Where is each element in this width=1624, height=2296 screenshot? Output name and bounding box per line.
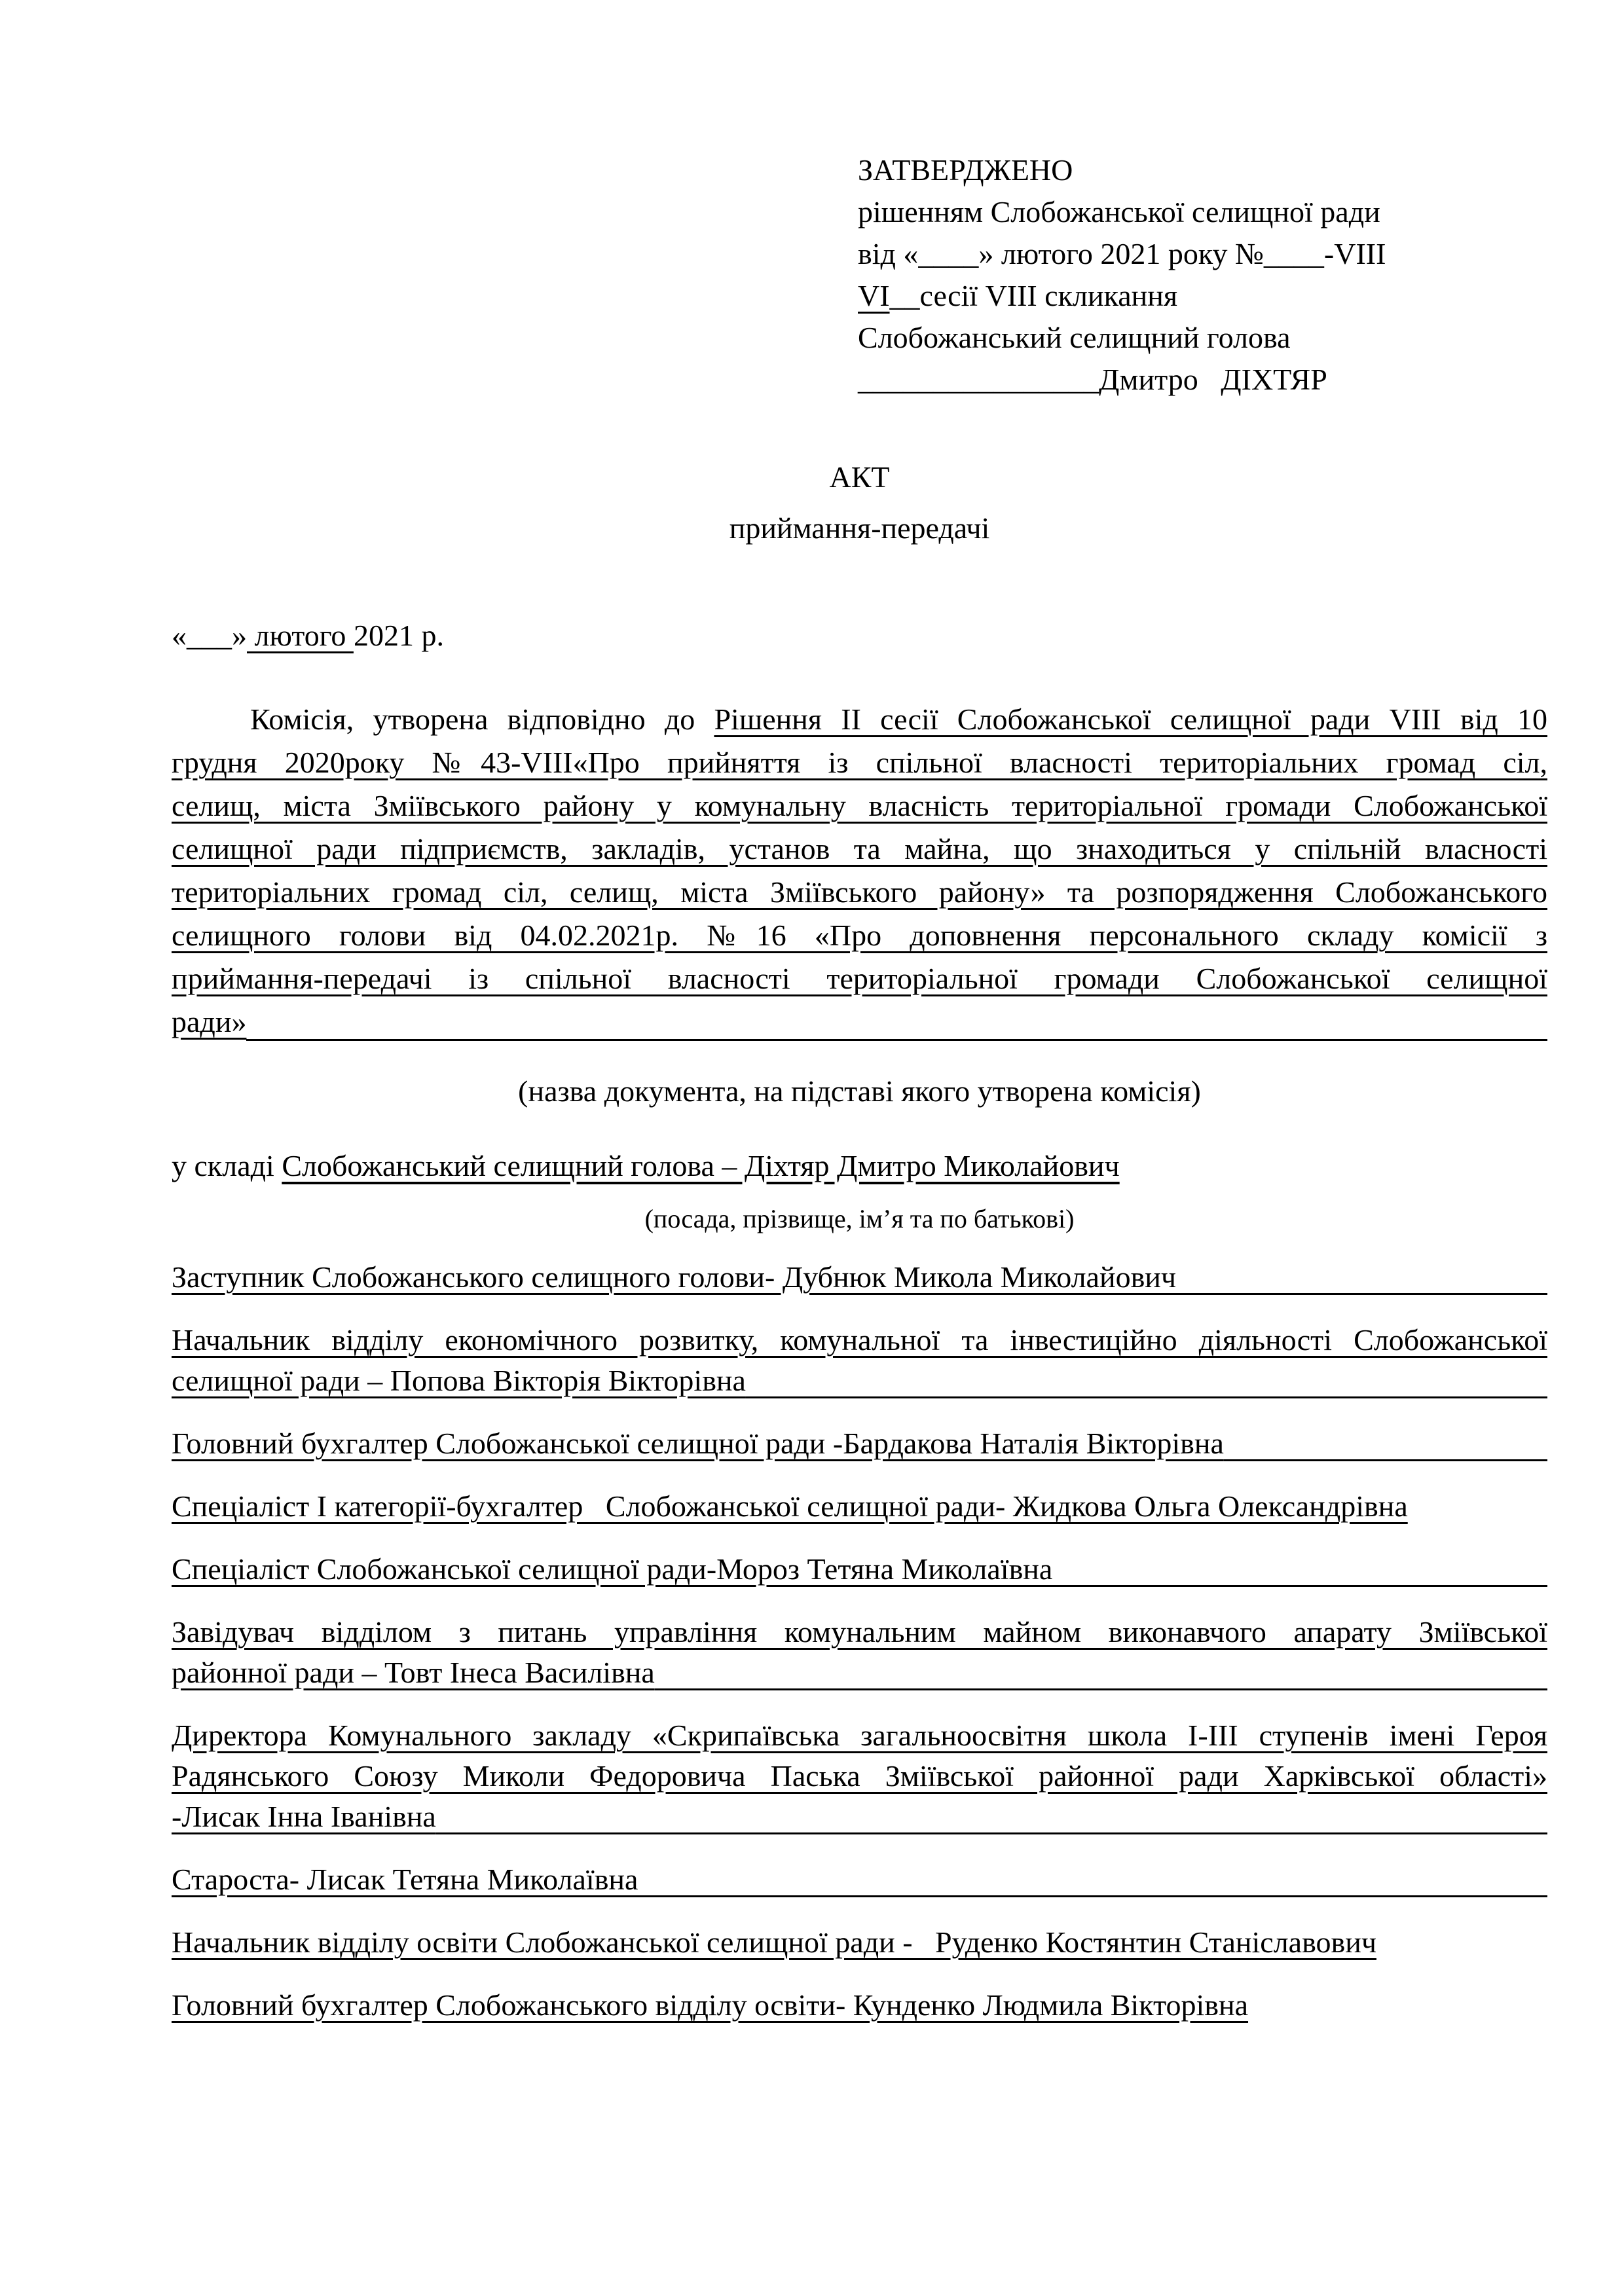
session-number: VI (858, 279, 890, 312)
member-text: -Лисак Інна Іванівна (172, 1800, 436, 1833)
member-text: Радянського Союзу Миколи Федоровича Паська Зміївської районної ради Харківської області» (172, 1759, 1547, 1793)
blank-underline (1176, 1293, 1547, 1295)
paragraph-plain-text: Комісія, утворена відповідно до (250, 702, 714, 736)
commission-paragraph (172, 698, 1547, 1044)
member-text: селищної ради – Попова Вікторія Вікторівна (172, 1364, 746, 1397)
paragraph-line (172, 957, 1547, 1000)
member-text: Начальник відділу економічного розвитку, комунальної та інвестиційно діяльності Слобожанської (172, 1323, 1547, 1357)
date-line (172, 614, 1547, 657)
approval-label: ЗАТВЕРДЖЕНО (858, 153, 1073, 187)
member-text: Спеціаліст I категорії-бухгалтер Слобожанської селищної ради- Жидкова Ольга Олександрівна (172, 1489, 1408, 1523)
approval-signature-line (858, 359, 1547, 401)
member-text: Директора Комунального закладу «Скрипаївська загальноосвітня школа I-III ступенів імені Героя (172, 1719, 1547, 1752)
blank-underline (246, 1039, 1547, 1041)
member-item (172, 1715, 1547, 1837)
date-month: лютого (247, 619, 354, 652)
member-line (172, 1486, 1547, 1527)
date-blank: «___» (172, 619, 247, 652)
paragraph-underlined-text: Рішення II сесії Слобожанської селищної ради VIII від 10 (714, 702, 1548, 736)
member-line (172, 1612, 1547, 1652)
member-line (172, 1652, 1547, 1693)
blank-underline (655, 1688, 1547, 1690)
document-title (172, 452, 1547, 554)
paragraph-line (172, 741, 1547, 784)
member-item (172, 1612, 1547, 1693)
approval-authority: рішенням Слобожанської селищної ради (858, 195, 1380, 228)
date-year: 2021 р. (353, 619, 444, 652)
paragraph-line (172, 828, 1547, 871)
signature-blank: ________________ (858, 363, 1099, 396)
member-text: Заступник Слобожанського селищного голови- Дубнюк Микола Миколайович (172, 1260, 1177, 1294)
approval-date-number: від «____» лютого 2021 року №____-VIII (858, 237, 1386, 270)
member-text: Головний бухгалтер Слобожанського відділу освіти- Кунденко Людмила Вікторівна (172, 1988, 1249, 2022)
paragraph-line (172, 914, 1547, 957)
member-line (172, 1756, 1547, 1796)
member-item (172, 1320, 1547, 1401)
paragraph-line (172, 698, 1547, 741)
member-line (172, 1859, 1547, 1900)
paragraph-underlined-text: ради» (172, 1005, 247, 1038)
composition-prefix: у складі (172, 1149, 282, 1182)
title-line-subject: приймання-передачі (729, 511, 990, 545)
member-line (172, 1423, 1547, 1464)
paragraph-underlined-text: територіальних громад сіл, селищ, міста Зміївського району» та розпорядження Слобожанського (172, 875, 1547, 909)
approval-stamp (858, 149, 1547, 401)
paragraph-underlined-text: селищ, міста Зміївського району у комунальну власність територіальної громади Слобожанської (172, 789, 1547, 822)
blank-underline (436, 1832, 1547, 1834)
paragraph-line (172, 871, 1547, 914)
blank-underline (746, 1396, 1547, 1398)
session-rest: __сесії VIII скликання (889, 279, 1178, 312)
signer-name: Дмитро ДІХТЯР (1099, 363, 1327, 396)
blank-underline (1052, 1585, 1547, 1587)
member-text: Начальник відділу освіти Слобожанської селищної ради - Руденко Костянтин Станіславович (172, 1925, 1376, 1959)
composition-head-member: Слобожанський селищний голова – Діхтяр Дмитро Миколайович (282, 1149, 1120, 1182)
paragraph-line (172, 784, 1547, 828)
member-text: Спеціаліст Слобожанської селищної ради-Мороз Тетяна Миколаївна (172, 1552, 1053, 1586)
member-text: районної ради – Товт Інеса Василівна (172, 1656, 655, 1689)
paragraph-underlined-text: приймання-передачі із спільної власності територіальної громади Слобожанської селищної (172, 962, 1547, 995)
paragraph-underlined-text: селищного голови від 04.02.2021р. №16 «Про доповнення персонального складу комісії з (172, 919, 1547, 952)
blank-underline (638, 1895, 1547, 1897)
member-text: Староста- Лисак Тетяна Миколаївна (172, 1863, 638, 1896)
blank-underline (1224, 1459, 1547, 1461)
paragraph-line-last (172, 1000, 1547, 1044)
member-text: Головний бухгалтер Слобожанської селищної ради -Бардакова Наталія Вікторівна (172, 1427, 1224, 1460)
member-line (172, 1985, 1547, 2026)
members-list (172, 1257, 1547, 2026)
member-text: Завідувач відділом з питань управління комунальним майном виконавчого апарату Зміївської (172, 1615, 1547, 1649)
member-line (172, 1715, 1547, 1756)
paragraph-underlined-text: селищної ради підприємств, закладів, установ та майна, що знаходиться у спільній власності (172, 832, 1547, 866)
member-line (172, 1922, 1547, 1963)
member-line (172, 1320, 1547, 1360)
member-item (172, 1985, 1547, 2026)
member-item (172, 1549, 1547, 1590)
title-line-act: АКТ (829, 460, 890, 494)
member-line (172, 1257, 1547, 1298)
document-basis-caption: (назва документа, на підставі якого утворена комісія) (518, 1074, 1201, 1108)
approval-signer-title: Слобожанський селищний голова (858, 321, 1291, 354)
member-line (172, 1796, 1547, 1837)
approval-session-line (858, 275, 1547, 317)
member-item (172, 1257, 1547, 1298)
position-name-caption: (посада, прізвище, ім’я та по батькові) (644, 1204, 1075, 1233)
member-line (172, 1549, 1547, 1590)
member-item (172, 1423, 1547, 1464)
member-item (172, 1922, 1547, 1963)
paragraph-underlined-text: грудня 2020року №43-VIII«Про прийняття із спільної власності територіальних громад сіл, (172, 746, 1547, 779)
member-item (172, 1859, 1547, 1900)
member-item (172, 1486, 1547, 1527)
composition-line (172, 1144, 1547, 1188)
member-line (172, 1360, 1547, 1401)
